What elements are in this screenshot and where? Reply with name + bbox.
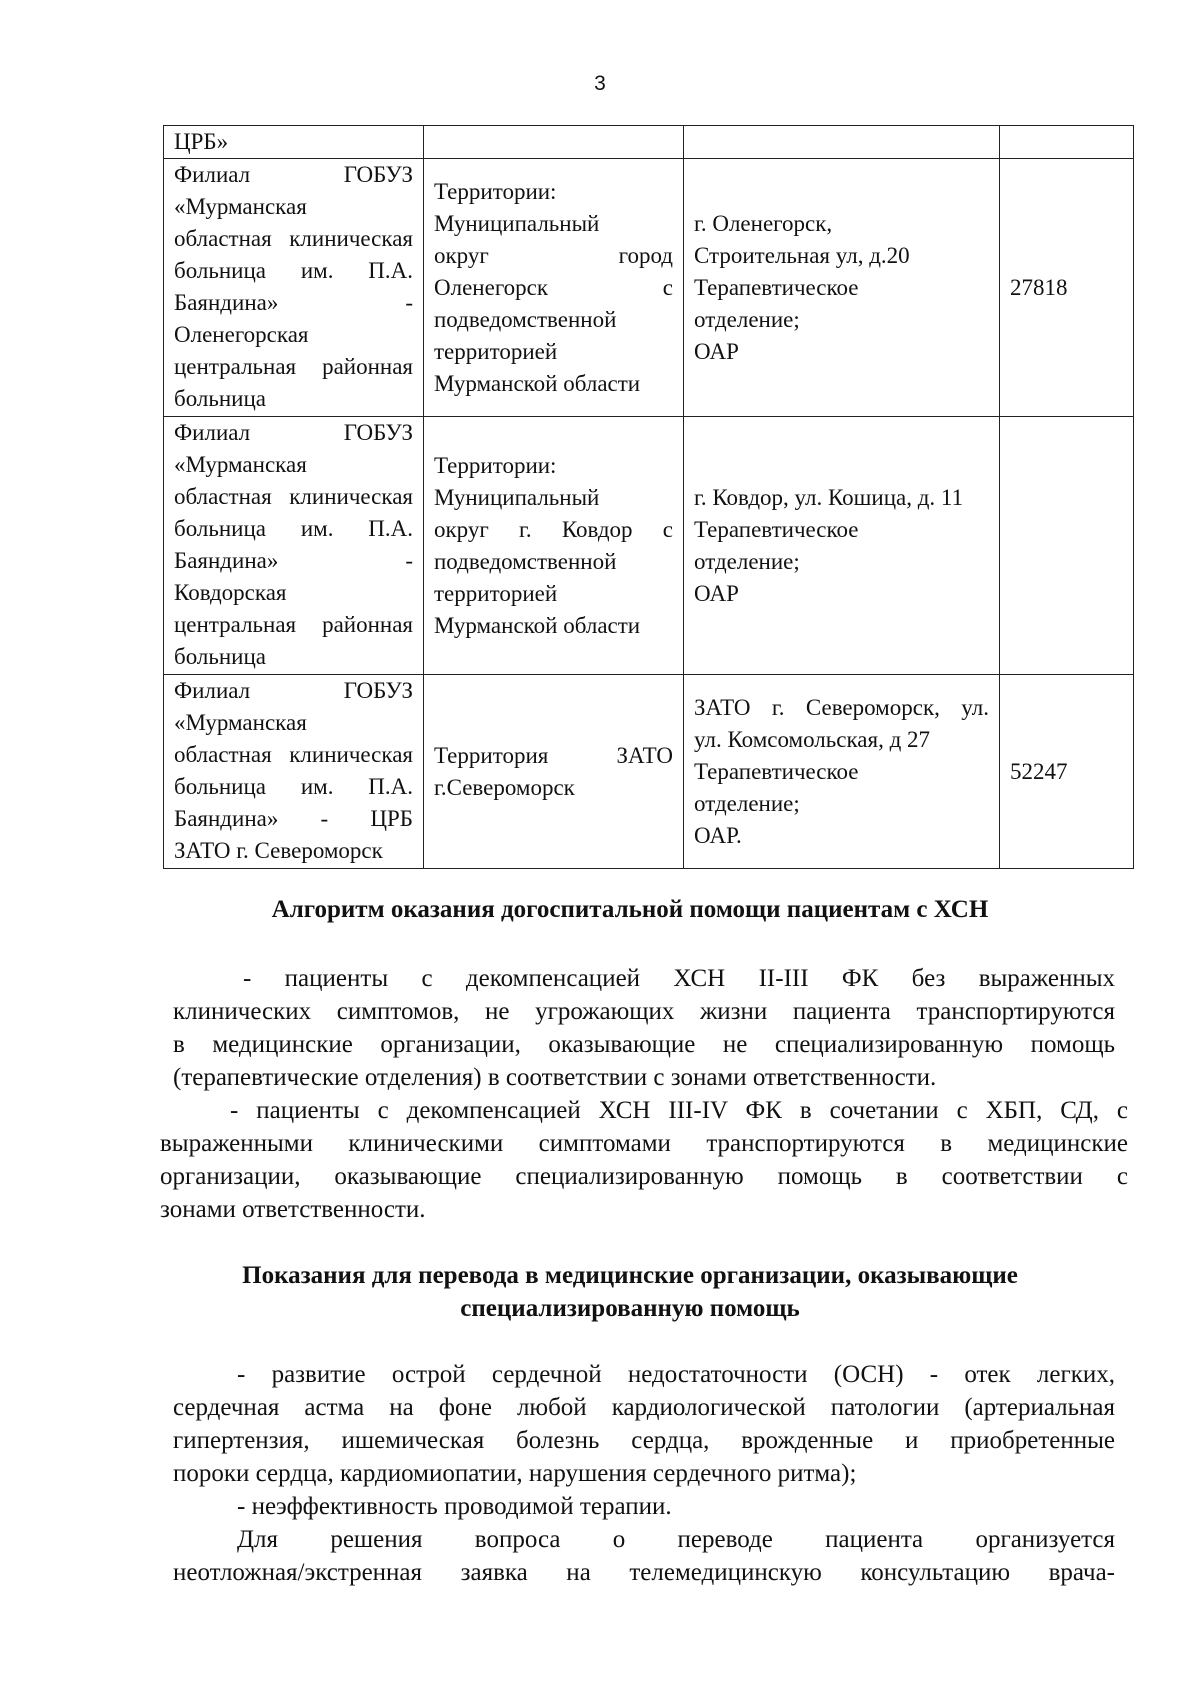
cell-line: Филиал ГОБУЗ — [174, 678, 413, 703]
cell-line: Мурманской области — [434, 612, 641, 638]
cell-line: областная клиническая — [174, 484, 413, 509]
cell-line: округ город — [434, 242, 673, 268]
cell-line: г. Ковдор, ул. Кошица, д. 11 — [694, 484, 964, 510]
cell-line: отделение; — [694, 790, 800, 816]
cell-line: центральная районная — [174, 612, 413, 637]
cell-line: Терапевтическое — [694, 274, 859, 300]
cell-line: округ г. Ковдор с — [434, 516, 673, 542]
section-heading-transfer — [160, 1259, 1100, 1325]
paragraph-line: зонами ответственности. — [160, 1196, 426, 1223]
cell-line: областная клиническая — [174, 742, 413, 767]
cell-line: г. Оленегорск, — [694, 210, 833, 236]
cell-line: «Мурманская — [174, 194, 307, 219]
paragraph-line: в медицинские организации, оказывающие не специализированную помощь — [173, 1031, 1115, 1058]
facility-cell — [164, 675, 424, 869]
table-row — [164, 675, 1134, 869]
paragraph-line: Для решения вопроса о переводе пациента организуется — [237, 1526, 1115, 1553]
address-cell — [684, 417, 1000, 675]
count-cell: 27818 — [1000, 159, 1134, 417]
address-cell — [684, 675, 1000, 869]
table-row — [164, 126, 1134, 159]
cell-line: ЦРБ» — [174, 129, 229, 154]
facility-cell — [164, 159, 424, 417]
cell-line: Территории: — [434, 452, 557, 478]
paragraph-line: сердечная астма на фоне любой кардиологической патологии (артериальная — [173, 1394, 1115, 1421]
cell-line: центральная районная — [174, 354, 413, 379]
cell-line: больница — [174, 386, 266, 411]
paragraph-line: - неэффективность проводимой терапии. — [237, 1493, 672, 1520]
cell-line: ОАР — [694, 580, 739, 606]
paragraph-transfer-2 — [237, 1490, 1115, 1523]
paragraph-line: пороки сердца, кардиомиопатии, нарушения сердечного ритма); — [173, 1460, 857, 1487]
cell-line: ОАР — [694, 338, 739, 364]
cell-line: отделение; — [694, 548, 800, 574]
cell-line: Баяндина» - ЦРБ — [174, 806, 413, 831]
facilities-table — [163, 125, 1134, 869]
count-cell — [1000, 126, 1134, 159]
cell-line: Муниципальный — [434, 210, 600, 236]
cell-line: Территории: — [434, 178, 557, 204]
paragraph-transfer-3 — [173, 1523, 1115, 1589]
address-cell — [684, 159, 1000, 417]
cell-line: отделение; — [694, 306, 800, 332]
cell-line: «Мурманская — [174, 452, 307, 477]
territory-cell — [424, 417, 684, 675]
cell-line: «Мурманская — [174, 710, 307, 735]
cell-line: Ковдорская — [174, 580, 287, 605]
paragraph-line: неотложная/экстренная заявка на телемедицинскую консультацию врача- — [173, 1559, 1115, 1586]
paragraph-line: (терапевтические отделения) в соответствии с зонами ответственности. — [173, 1064, 937, 1091]
cell-line: больница им. П.А. — [174, 258, 413, 283]
cell-line: ОАР. — [694, 822, 742, 848]
heading-line: специализированную помощь — [460, 1295, 800, 1322]
cell-line: Баяндина» - — [174, 548, 413, 573]
paragraph-line: выраженными клиническими симптомами транспортируются в медицинские — [160, 1130, 1128, 1157]
cell-line: территорией — [434, 580, 558, 606]
cell-line: Мурманской области — [434, 370, 641, 396]
cell-line: Оленегорск с — [434, 274, 673, 300]
cell-line: Терапевтическое — [694, 516, 859, 542]
facility-cell — [164, 417, 424, 675]
territory-cell — [424, 675, 684, 869]
cell-line: ЗАТО г. Североморск — [174, 838, 383, 863]
paragraph-algorithm-2 — [160, 1094, 1128, 1226]
paragraph-line: клинических симптомов, не угрожающих жизни пациента транспортируются — [173, 998, 1115, 1025]
paragraph-line: гипертензия, ишемическая болезнь сердца, врожденные и приобретенные — [173, 1427, 1115, 1454]
cell-line: Строительная ул, д.20 — [694, 242, 910, 268]
paragraph-algorithm-1 — [173, 962, 1115, 1094]
cell-line: Оленегорская — [174, 322, 309, 347]
cell-line: Территория ЗАТО — [434, 742, 673, 768]
cell-line: г.Североморск — [434, 774, 575, 800]
paragraph-transfer-1 — [173, 1358, 1115, 1490]
cell-line: Филиал ГОБУЗ — [174, 420, 413, 445]
address-cell — [684, 126, 1000, 159]
section-heading-algorithm: Алгоритм оказания догоспитальной помощи пациентам с ХСН — [271, 896, 989, 923]
paragraph-line: - пациенты с декомпенсацией ХСН II-III ФК без выраженных — [243, 965, 1115, 992]
cell-line: Муниципальный — [434, 484, 600, 510]
count-cell — [1000, 417, 1134, 675]
cell-line: ЗАТО г. Североморск, ул. — [694, 694, 989, 720]
cell-line: подведомственной — [434, 306, 617, 332]
territory-cell — [424, 126, 684, 159]
cell-line: больница — [174, 644, 266, 669]
cell-line: территорией — [434, 338, 558, 364]
table-row — [164, 159, 1134, 417]
paragraph-line: - пациенты с декомпенсацией ХСН III-IV ФК в сочетании с ХБП, СД, с — [230, 1097, 1128, 1124]
facility-cell — [164, 126, 424, 159]
cell-line: больница им. П.А. — [174, 516, 413, 541]
count-cell: 52247 — [1000, 675, 1134, 869]
cell-line: областная клиническая — [174, 226, 413, 251]
cell-line: подведомственной — [434, 548, 617, 574]
table-row — [164, 417, 1134, 675]
cell-line: больница им. П.А. — [174, 774, 413, 799]
paragraph-line: - развитие острой сердечной недостаточности (ОСН) - отек легких, — [237, 1361, 1115, 1388]
territory-cell — [424, 159, 684, 417]
heading-line: Показания для перевода в медицинские организации, оказывающие — [242, 1262, 1018, 1289]
cell-line: Баяндина» - — [174, 290, 413, 315]
cell-line: ул. Комсомольская, д 27 — [694, 726, 931, 752]
cell-line: Терапевтическое — [694, 758, 859, 784]
cell-line: Филиал ГОБУЗ — [174, 162, 413, 187]
paragraph-line: организации, оказывающие специализированную помощь в соответствии с — [160, 1163, 1128, 1190]
page-number: 3 — [594, 72, 606, 95]
